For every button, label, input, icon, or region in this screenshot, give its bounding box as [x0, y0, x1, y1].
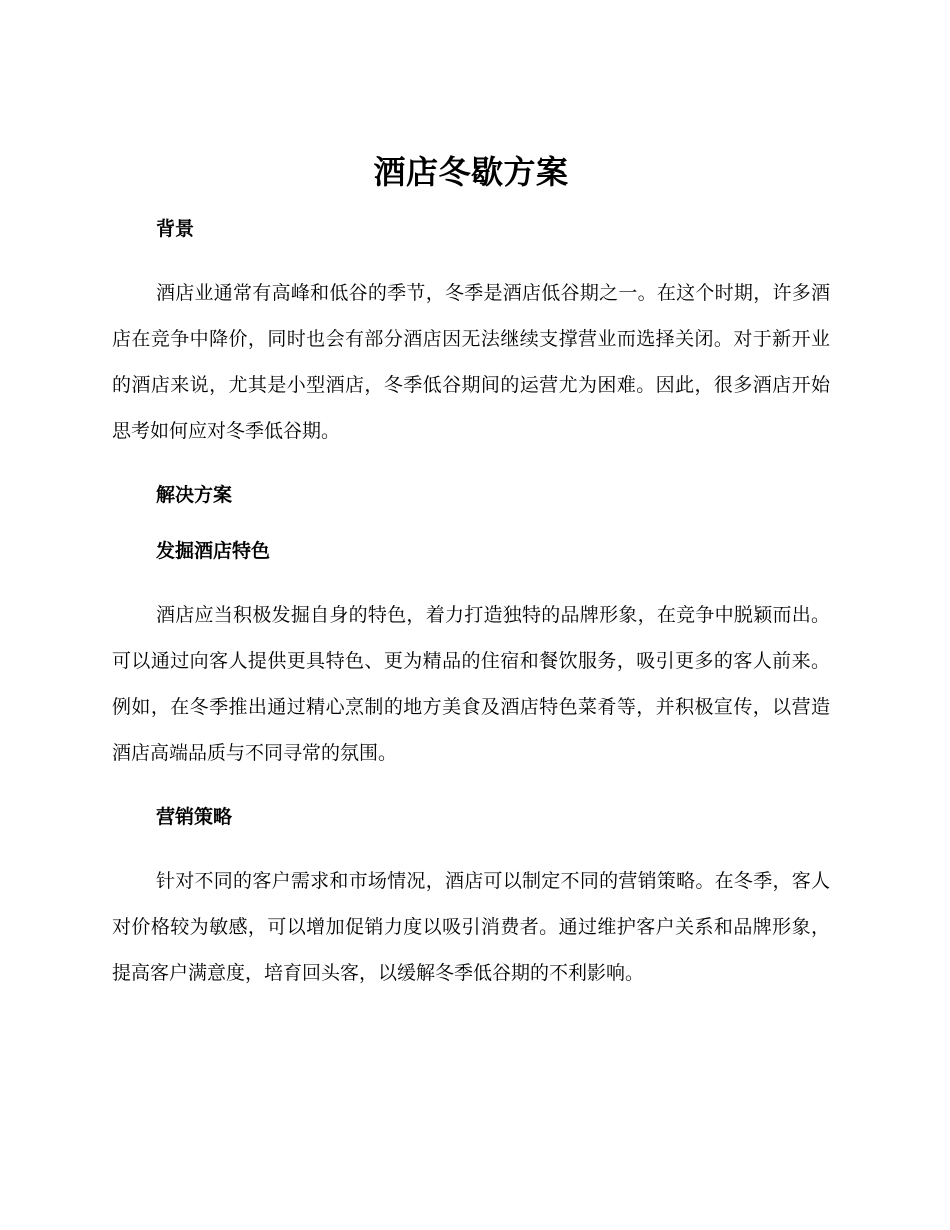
document-page — [112, 148, 830, 1022]
document-title: 酒店冬歇方案 — [373, 153, 569, 191]
section-heading-hotel-features: 发掘酒店特色 — [156, 540, 271, 562]
section-heading-background: 背景 — [156, 218, 195, 240]
paragraph-hotel-features: 酒店应当积极发掘自身的特色，着力打造独特的品牌形象，在竞争中脱颖而出。可以通过向客人提供更具特色、更为精品的住宿和餐饮服务，吸引更多的客人前来。例如，在冬季推出通过精心烹制的地方美食及酒店特色菜肴等，并积极宣传，以营造酒店高端品质与不同寻常的氛围。 — [112, 604, 830, 764]
section-heading-marketing: 营销策略 — [156, 806, 233, 828]
paragraph-marketing: 针对不同的客户需求和市场情况，酒店可以制定不同的营销策略。在冬季，客人对价格较为敏感，可以增加促销力度以吸引消费者。通过维护客户关系和品牌形象，提高客户满意度，培育回头客，以缓解冬季低谷期的不利影响。 — [112, 870, 830, 984]
paragraph-background: 酒店业通常有高峰和低谷的季节，冬季是酒店低谷期之一。在这个时期，许多酒店在竞争中降价，同时也会有部分酒店因无法继续支撑营业而选择关闭。对于新开业的酒店来说，尤其是小型酒店，冬季低谷期间的运营尤为困难。因此，很多酒店开始思考如何应对冬季低谷期。 — [112, 282, 830, 442]
section-heading-solutions: 解决方案 — [156, 484, 233, 506]
